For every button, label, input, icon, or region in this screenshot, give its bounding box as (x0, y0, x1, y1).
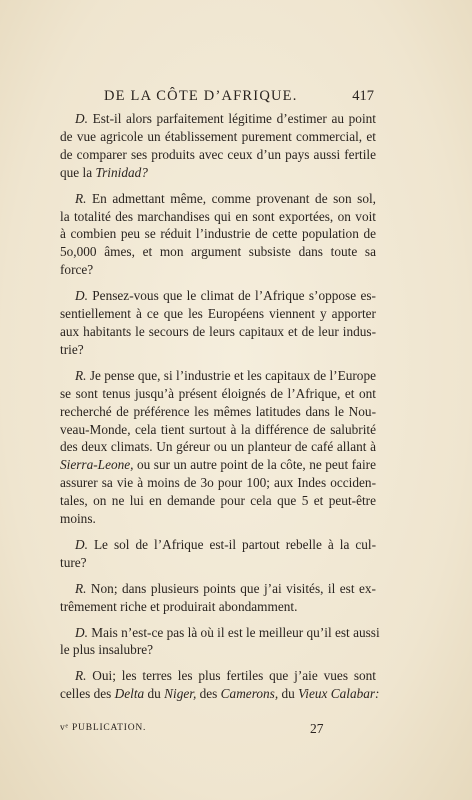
text-line (60, 580, 376, 598)
line-text: Le sol de l’Afrique est-il partout rebelle à la cul- (93, 536, 377, 552)
line-text: ou sur un autre point de la côte, ne peut faire (136, 457, 376, 473)
line-text: Est-il alors parfaitement légitime d’estimer au point (92, 111, 376, 126)
paragraph-1 (60, 110, 376, 182)
speaker-label: R. (75, 580, 87, 596)
paragraph-5 (60, 536, 376, 572)
text-line: force? (60, 262, 94, 278)
line-text: du (144, 686, 165, 702)
text-line (60, 667, 376, 685)
line-text: Mais n’est-ce pas là où il est le meilleur qu’il est aussi (91, 624, 380, 640)
speaker-label: R. (75, 190, 87, 206)
text-line (60, 456, 376, 474)
paragraph-4 (60, 367, 376, 528)
text-line: aux habitants le secours de leurs capitaux et de leur indus- (60, 323, 376, 339)
speaker-label: D. (75, 536, 88, 552)
speaker-label: R. (75, 367, 87, 383)
italic-place-name: Niger, (164, 686, 197, 702)
text-line: moins. (60, 511, 96, 527)
text-line (60, 110, 376, 128)
page-header (60, 88, 374, 106)
text-line: de comparer ses produits avec ceux d’un pays aussi fertile (60, 146, 376, 162)
text-line (60, 190, 376, 208)
speaker-label: R. (75, 668, 87, 684)
text-line (60, 685, 380, 703)
folio-number: 27 (310, 721, 324, 736)
italic-place-name: Camerons, (220, 686, 279, 702)
line-text: Je pense que, si l’industrie et les capitaux de l’Europe (89, 367, 376, 383)
text-line: tales, on ne lui en demande pour cela que 5 et peut-être (60, 493, 376, 509)
page-footer (60, 721, 376, 737)
speaker-label: D. (75, 288, 88, 304)
text-line (60, 367, 376, 385)
paragraph-6 (60, 580, 376, 616)
text-line (60, 536, 376, 554)
text-line (60, 164, 376, 182)
line-text: Pensez-vous que le climat de l’Afrique s’oppose es- (92, 288, 376, 304)
speaker-label: D. (75, 624, 88, 640)
text-line (60, 287, 376, 305)
text-line: le plus insalubre? (60, 642, 154, 658)
paragraph-2 (60, 190, 376, 280)
italic-place-name: Sierra-Leone, (60, 457, 134, 473)
paragraph-7 (60, 624, 380, 660)
text-line: assurer sa vie à moins de 3o pour 100; aux Indes occiden- (60, 475, 376, 491)
line-text: du (278, 686, 299, 702)
line-text: Oui; les terres les plus fertiles que j’aie vues sont (92, 668, 376, 684)
line-text: que la (60, 164, 93, 180)
line-text: Non; dans plusieurs points que j’ai visités, il est ex- (90, 580, 376, 596)
line-text: des (196, 686, 221, 702)
text-line: se sont tenus jusqu’à présent éloignés de l’Afrique, et ont (60, 385, 376, 401)
italic-place-name: Delta (114, 686, 145, 702)
paragraph-3 (60, 287, 376, 359)
text-line (60, 624, 380, 642)
line-text: En admettant même, comme provenant de son sol, (92, 190, 376, 206)
speaker-label: D. (75, 111, 88, 126)
italic-place-name: Vieux Calabar: (298, 686, 380, 702)
text-line: recherché de préférence les mêmes latitudes dans le Nou- (60, 403, 376, 419)
text-line: des deux climats. Un géreur ou un planteur de café allant à (60, 439, 376, 455)
running-title: DE LA CÔTE D’AFRIQUE. (104, 88, 298, 104)
text-line: à combien peu se réduit l’industrie de cette population de (60, 226, 376, 242)
text-line: ture? (60, 554, 87, 570)
page-number: 417 (352, 88, 374, 104)
italic-place-name: Trinidad? (95, 164, 148, 180)
text-line: trie? (60, 341, 84, 357)
body-text (60, 110, 380, 711)
line-text: celles des (60, 686, 115, 702)
signature-mark: vᵉ PUBLICATION. (60, 723, 147, 733)
text-line: 5o,000 âmes, et mon argument subsiste dans toute sa (60, 244, 376, 260)
text-line: veau-Monde, cela tient surtout à la différence de salubrité (60, 421, 376, 437)
text-line: sentiellement à ce que les Européens viennent y apporter (60, 306, 376, 322)
paragraph-8 (60, 667, 380, 703)
text-line: la totalité des marchandises qui en sont exportées, on voit (60, 208, 376, 224)
text-line: trêmement riche et produirait abondamment. (60, 598, 298, 614)
text-line: de vue agricole un établissement purement commercial, et (60, 128, 376, 144)
